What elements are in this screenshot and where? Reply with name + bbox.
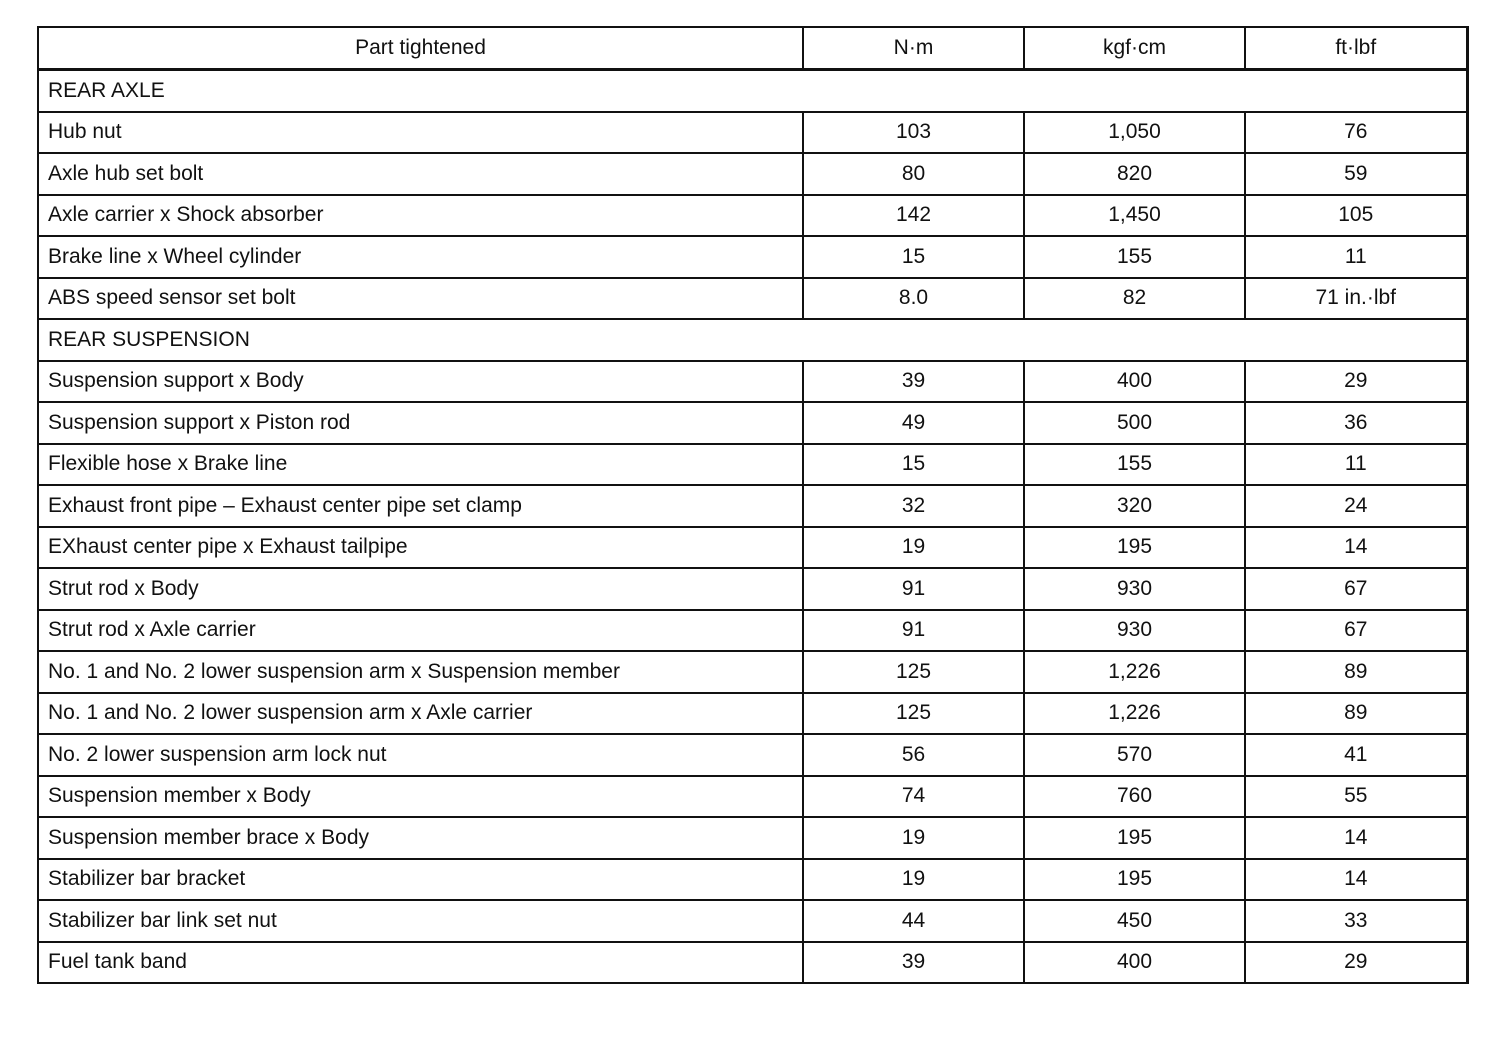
kgf-value-cell: 1,226 [1024, 651, 1245, 693]
part-name-cell: ABS speed sensor set bolt [38, 278, 803, 320]
kgf-value-cell: 820 [1024, 153, 1245, 195]
section-title: REAR AXLE [38, 70, 1467, 112]
table-row [38, 195, 1467, 237]
nm-value-cell: 125 [803, 651, 1024, 693]
ftlbf-value-cell: 29 [1245, 942, 1467, 984]
kgf-value-cell: 1,226 [1024, 693, 1245, 735]
part-name-cell: Axle carrier x Shock absorber [38, 195, 803, 237]
table-row [38, 444, 1467, 486]
table-row [38, 278, 1467, 320]
ftlbf-value-cell: 89 [1245, 693, 1467, 735]
ftlbf-value-cell: 36 [1245, 402, 1467, 444]
nm-value-cell: 15 [803, 444, 1024, 486]
kgf-value-cell: 195 [1024, 527, 1245, 569]
header-ft-lbf: ft·lbf [1245, 27, 1467, 70]
kgf-value-cell: 1,050 [1024, 112, 1245, 154]
part-name-cell: Strut rod x Axle carrier [38, 610, 803, 652]
nm-value-cell: 56 [803, 734, 1024, 776]
table-body [38, 70, 1467, 984]
table-row [38, 236, 1467, 278]
kgf-value-cell: 400 [1024, 942, 1245, 984]
kgf-value-cell: 570 [1024, 734, 1245, 776]
part-name-cell: Hub nut [38, 112, 803, 154]
nm-value-cell: 39 [803, 361, 1024, 403]
table-row [38, 153, 1467, 195]
header-newton-meter: N·m [803, 27, 1024, 70]
nm-value-cell: 80 [803, 153, 1024, 195]
table-row [38, 610, 1467, 652]
kgf-value-cell: 155 [1024, 236, 1245, 278]
ftlbf-value-cell: 89 [1245, 651, 1467, 693]
part-name-cell: Suspension member x Body [38, 776, 803, 818]
part-name-cell: Axle hub set bolt [38, 153, 803, 195]
nm-value-cell: 19 [803, 859, 1024, 901]
kgf-value-cell: 930 [1024, 610, 1245, 652]
ftlbf-value-cell: 41 [1245, 734, 1467, 776]
table-row [38, 693, 1467, 735]
nm-value-cell: 91 [803, 610, 1024, 652]
ftlbf-value-cell: 14 [1245, 859, 1467, 901]
part-name-cell: Flexible hose x Brake line [38, 444, 803, 486]
table-row [38, 527, 1467, 569]
ftlbf-value-cell: 14 [1245, 817, 1467, 859]
ftlbf-value-cell: 11 [1245, 236, 1467, 278]
ftlbf-value-cell: 67 [1245, 610, 1467, 652]
kgf-value-cell: 400 [1024, 361, 1245, 403]
ftlbf-value-cell: 11 [1245, 444, 1467, 486]
part-name-cell: No. 1 and No. 2 lower suspension arm x Suspension member [38, 651, 803, 693]
nm-value-cell: 44 [803, 900, 1024, 942]
part-name-cell: Brake line x Wheel cylinder [38, 236, 803, 278]
ftlbf-value-cell: 76 [1245, 112, 1467, 154]
nm-value-cell: 49 [803, 402, 1024, 444]
nm-value-cell: 32 [803, 485, 1024, 527]
nm-value-cell: 39 [803, 942, 1024, 984]
nm-value-cell: 15 [803, 236, 1024, 278]
table-row [38, 734, 1467, 776]
section-header-row [38, 319, 1467, 361]
nm-value-cell: 19 [803, 527, 1024, 569]
kgf-value-cell: 320 [1024, 485, 1245, 527]
nm-value-cell: 103 [803, 112, 1024, 154]
table-row [38, 361, 1467, 403]
ftlbf-value-cell: 105 [1245, 195, 1467, 237]
kgf-value-cell: 450 [1024, 900, 1245, 942]
ftlbf-value-cell: 71 in.·lbf [1245, 278, 1467, 320]
nm-value-cell: 125 [803, 693, 1024, 735]
table-row [38, 651, 1467, 693]
table-row [38, 568, 1467, 610]
header-part-tightened: Part tightened [38, 27, 803, 70]
part-name-cell: Strut rod x Body [38, 568, 803, 610]
kgf-value-cell: 930 [1024, 568, 1245, 610]
kgf-value-cell: 500 [1024, 402, 1245, 444]
part-name-cell: Suspension member brace x Body [38, 817, 803, 859]
table-row [38, 900, 1467, 942]
kgf-value-cell: 82 [1024, 278, 1245, 320]
ftlbf-value-cell: 67 [1245, 568, 1467, 610]
part-name-cell: No. 2 lower suspension arm lock nut [38, 734, 803, 776]
table-row [38, 485, 1467, 527]
table-row [38, 776, 1467, 818]
kgf-value-cell: 155 [1024, 444, 1245, 486]
part-name-cell: Exhaust front pipe – Exhaust center pipe set clamp [38, 485, 803, 527]
kgf-value-cell: 1,450 [1024, 195, 1245, 237]
nm-value-cell: 91 [803, 568, 1024, 610]
part-name-cell: Suspension support x Body [38, 361, 803, 403]
table-row [38, 402, 1467, 444]
part-name-cell: Stabilizer bar link set nut [38, 900, 803, 942]
ftlbf-value-cell: 33 [1245, 900, 1467, 942]
kgf-value-cell: 195 [1024, 817, 1245, 859]
part-name-cell: EXhaust center pipe x Exhaust tailpipe [38, 527, 803, 569]
part-name-cell: Suspension support x Piston rod [38, 402, 803, 444]
ftlbf-value-cell: 24 [1245, 485, 1467, 527]
kgf-value-cell: 195 [1024, 859, 1245, 901]
part-name-cell: No. 1 and No. 2 lower suspension arm x Axle carrier [38, 693, 803, 735]
nm-value-cell: 19 [803, 817, 1024, 859]
section-title: REAR SUSPENSION [38, 319, 1467, 361]
table-row [38, 859, 1467, 901]
nm-value-cell: 142 [803, 195, 1024, 237]
table-row [38, 942, 1467, 984]
header-row [38, 27, 1467, 70]
nm-value-cell: 74 [803, 776, 1024, 818]
nm-value-cell: 8.0 [803, 278, 1024, 320]
part-name-cell: Fuel tank band [38, 942, 803, 984]
header-kgf-cm: kgf·cm [1024, 27, 1245, 70]
torque-spec-table [37, 26, 1469, 984]
section-header-row [38, 70, 1467, 112]
kgf-value-cell: 760 [1024, 776, 1245, 818]
ftlbf-value-cell: 14 [1245, 527, 1467, 569]
ftlbf-value-cell: 29 [1245, 361, 1467, 403]
table-row [38, 817, 1467, 859]
part-name-cell: Stabilizer bar bracket [38, 859, 803, 901]
ftlbf-value-cell: 55 [1245, 776, 1467, 818]
table-row [38, 112, 1467, 154]
ftlbf-value-cell: 59 [1245, 153, 1467, 195]
